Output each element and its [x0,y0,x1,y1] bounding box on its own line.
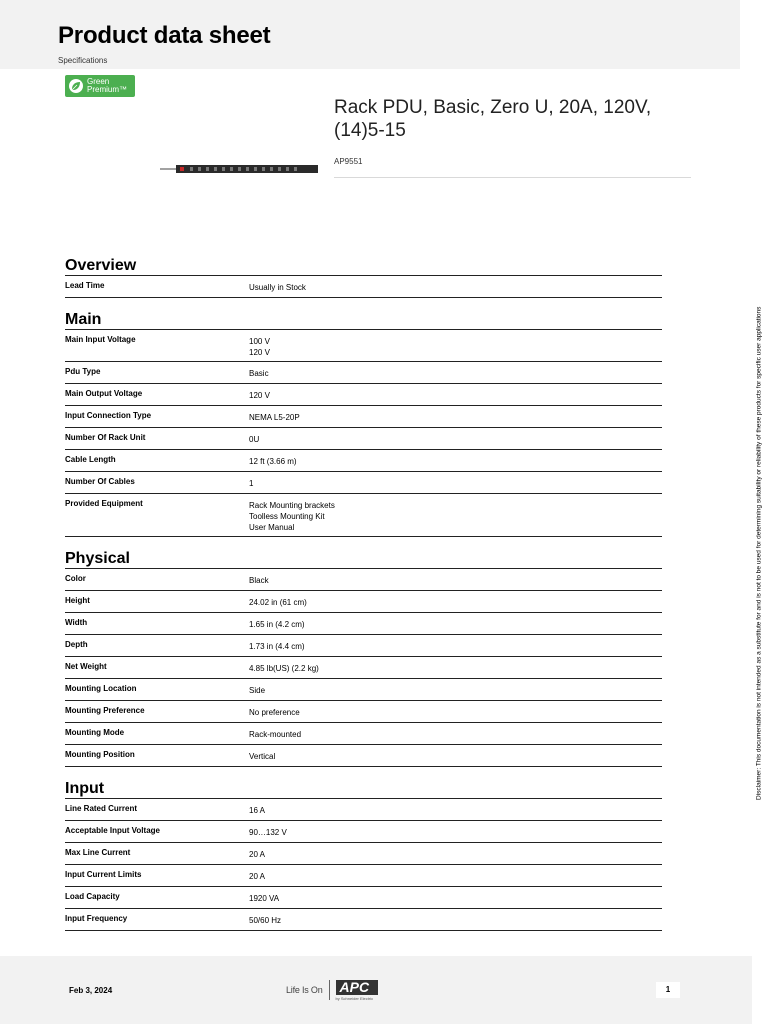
spec-row [65,657,662,679]
spec-value [249,333,662,361]
spec-row [65,821,662,843]
section-title: Input [65,779,662,799]
spec-value [249,475,662,493]
spec-row [65,276,662,298]
spec-value [249,868,662,886]
spec-value [249,616,662,634]
spec-value-line: 90…132 V [249,828,287,837]
spec-row [65,330,662,362]
page-number: 1 [656,982,680,998]
document-title: Product data sheet [58,22,271,49]
spec-value-line: Toolless Mounting Kit [249,512,325,521]
spec-value [249,594,662,612]
spec-label: Color [65,574,86,583]
spec-value [249,748,662,766]
spec-label: Depth [65,640,88,649]
spec-value-line: 0U [249,435,260,444]
spec-label: Number Of Cables [65,477,135,486]
spec-label: Main Output Voltage [65,389,143,398]
spec-label: Mounting Mode [65,728,125,737]
spec-value [249,453,662,471]
spec-value-line: 16 A [249,806,266,815]
spec-value [249,704,662,722]
spec-value [249,660,662,678]
spec-label: Line Rated Current [65,804,138,813]
spec-row [65,909,662,931]
apc-logo [336,980,378,1001]
spec-value-line: 1 [249,479,254,488]
spec-row [65,450,662,472]
section-physical [65,549,662,767]
spec-label: Cable Length [65,455,116,464]
badge-line-2: Premium™ [87,85,128,94]
spec-label: Input Frequency [65,914,128,923]
logo-separator [329,980,330,1000]
spec-label: Input Current Limits [65,870,142,879]
section-input [65,779,662,931]
spec-value-line: 1.65 in (4.2 cm) [249,620,305,629]
spec-value [249,409,662,427]
product-image [160,160,320,180]
product-title: Rack PDU, Basic, Zero U, 20A, 120V, (14)5-15 [334,97,652,141]
spec-label: Main Input Voltage [65,335,136,344]
apc-mark: APC [336,980,378,995]
spec-row [65,745,662,767]
spec-label: Acceptable Input Voltage [65,826,160,835]
spec-label: Width [65,618,88,627]
apc-subtext: by Schneider Electric [335,995,374,1001]
spec-row [65,384,662,406]
spec-value [249,846,662,864]
section-overview [65,256,662,298]
badge-line-1: Green [87,77,110,86]
spec-label: Mounting Position [65,750,135,759]
document-subtitle: Specifications [58,56,108,65]
spec-value-line: 100 V [249,337,270,346]
spec-value [249,279,662,297]
spec-value-line: Vertical [249,752,276,761]
spec-label: Mounting Preference [65,706,145,715]
spec-value-line: 120 V [249,391,270,400]
spec-row [65,843,662,865]
leaf-icon [68,78,84,94]
spec-value-line: 50/60 Hz [249,916,282,925]
divider [334,177,691,178]
spec-label: Provided Equipment [65,499,143,508]
spec-row [65,723,662,745]
spec-value [249,726,662,744]
spec-value-line: Basic [249,369,269,378]
spec-row [65,591,662,613]
spec-value-line: 24.02 in (61 cm) [249,598,307,607]
badge-text [87,78,127,94]
spec-value-line: 1.73 in (4.4 cm) [249,642,305,651]
section-title: Physical [65,549,662,569]
spec-value [249,682,662,700]
green-premium-badge [65,75,135,97]
spec-row [65,679,662,701]
brand-logo [286,978,378,1002]
spec-label: Input Connection Type [65,411,152,420]
spec-row [65,799,662,821]
spec-row [65,472,662,494]
disclaimer-text: Disclaimer: This documentation is not intended as a substitute for and is not to be used for determining suitability or reliability of these products for specific user applications [755,306,763,800]
spec-value-line: Usually in Stock [249,283,306,292]
spec-label: Pdu Type [65,367,101,376]
spec-row [65,613,662,635]
spec-row [65,362,662,384]
spec-row [65,635,662,657]
spec-value [249,824,662,842]
disclaimer [752,306,766,800]
spec-label: Max Line Current [65,848,131,857]
spec-value [249,890,662,908]
spec-value-line: User Manual [249,523,295,532]
spec-value-line: Side [249,686,266,695]
spec-value-line: Black [249,576,269,585]
spec-value-line: Rack-mounted [249,730,302,739]
spec-value-line: 20 A [249,850,266,859]
spec-value [249,387,662,405]
section-title: Overview [65,256,662,276]
spec-value [249,365,662,383]
spec-value [249,572,662,590]
spec-value-line: No preference [249,708,300,717]
spec-value [249,802,662,820]
spec-label: Mounting Location [65,684,137,693]
spec-value [249,912,662,930]
spec-value-line: Rack Mounting brackets [249,501,335,510]
spec-value-line: 1920 VA [249,894,280,903]
spec-row [65,887,662,909]
spec-value-line: 4.85 lb(US) (2.2 kg) [249,664,319,673]
spec-row [65,428,662,450]
spec-label: Number Of Rack Unit [65,433,146,442]
spec-value [249,431,662,449]
spec-value-line: 120 V [249,348,270,357]
spec-label: Height [65,596,90,605]
spec-value-line: 12 ft (3.66 m) [249,457,297,466]
spec-value-line: 20 A [249,872,266,881]
spec-row [65,865,662,887]
specifications [65,256,662,943]
footer-date: Feb 3, 2024 [69,986,113,995]
section-main [65,310,662,537]
spec-label: Net Weight [65,662,107,671]
spec-row [65,701,662,723]
product-code: AP9551 [334,157,363,166]
spec-label: Lead Time [65,281,105,290]
spec-value [249,638,662,656]
spec-value [249,497,662,536]
tagline: Life Is On [286,985,323,995]
section-title: Main [65,310,662,330]
spec-label: Load Capacity [65,892,120,901]
spec-row [65,569,662,591]
spec-row [65,406,662,428]
spec-value-line: NEMA L5-20P [249,413,300,422]
spec-row [65,494,662,537]
